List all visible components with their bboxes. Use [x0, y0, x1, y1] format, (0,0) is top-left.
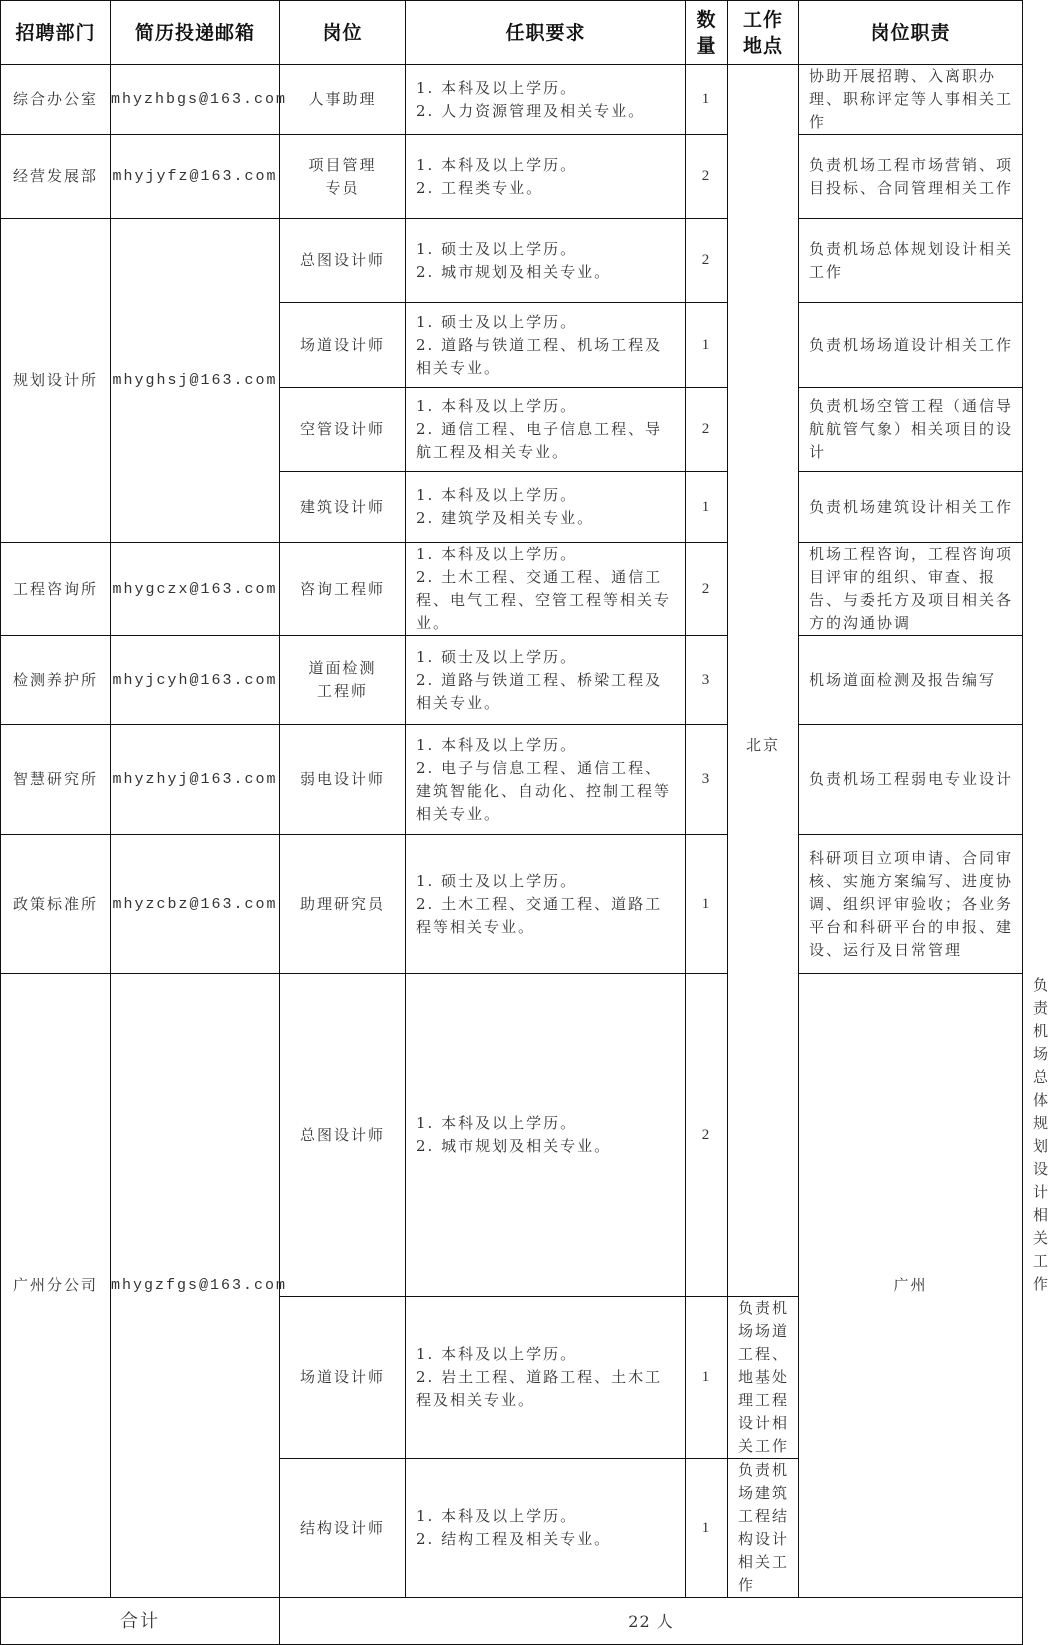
department-name: 政策标准所 [1, 835, 111, 974]
email-link[interactable]: mhyjyfz@163.com [111, 135, 280, 219]
table-row [1, 835, 1023, 974]
requirement-line: 1. 硕士及以上学历。 [416, 239, 578, 258]
duty-cell: 负责机场建筑工程结构设计相关工作 [728, 1459, 799, 1598]
header-department: 招聘部门 [1, 1, 111, 65]
table-row [1, 65, 1023, 135]
position-title: 空管设计师 [280, 388, 406, 472]
requirement-line: 1. 硕士及以上学历。 [416, 312, 578, 331]
requirement-line: 1. 本科及以上学历。 [416, 78, 578, 97]
position-title: 弱电设计师 [280, 725, 406, 835]
header-email: 简历投递邮箱 [111, 1, 280, 65]
quantity: 2 [686, 135, 728, 219]
position-title: 结构设计师 [280, 1459, 406, 1598]
total-label: 合计 [1, 1598, 280, 1645]
requirement-line: 2. 土木工程、交通工程、道路工程等相关专业。 [416, 894, 663, 936]
duty-cell: 负责机场场道设计相关工作 [799, 303, 1023, 388]
requirement-line: 1. 本科及以上学历。 [416, 397, 578, 415]
email-link[interactable]: mhygczx@163.com [111, 543, 280, 636]
requirement-line: 2. 土木工程、交通工程、通信工程、电气工程、空管工程等相关专业。 [416, 568, 672, 632]
table-row: 广州分公司 mhygzfgs@163.com 总图设计师 1. 本科及以上学历。 2. 城市规划及相关专业。 2 广州 负责机场总体规划设计相关工作 [1, 974, 1023, 1297]
requirement-line: 2. 道路与铁道工程、桥梁工程及相关专业。 [416, 670, 663, 712]
position-title: 项目管理专员 [280, 135, 406, 219]
department-name: 检测养护所 [1, 636, 111, 725]
location-label: 北京 [745, 736, 780, 754]
email-link[interactable]: mhyzhyj@163.com [111, 725, 280, 835]
requirement-line: 2. 结构工程及相关专业。 [416, 1530, 612, 1548]
header-row [1, 1, 1023, 65]
quantity: 1 [686, 303, 728, 388]
requirements-cell [406, 636, 686, 725]
quantity: 2 [686, 388, 728, 472]
header-location: 工作地点 [728, 1, 799, 65]
email-link[interactable]: mhyjcyh@163.com [111, 636, 280, 725]
quantity: 2 [686, 974, 728, 1297]
position-title: 总图设计师 [280, 219, 406, 303]
duty-cell: 科研项目立项申请、合同审核、实施方案编写、进度协调、组织评审验收；各业务平台和科研平台的申报、建设、运行及日常管理 [799, 835, 1023, 974]
quantity: 1 [686, 835, 728, 974]
requirements-cell [406, 1297, 686, 1459]
location-guangzhou [799, 974, 1023, 1598]
department-name: 广州分公司 [1, 974, 111, 1598]
requirement-line: 1. 硕士及以上学历。 [416, 871, 578, 890]
duty-cell: 机场工程咨询，工程咨询项目评审的组织、审查、报告、与委托方及项目相关各方的沟通协调 [799, 543, 1023, 636]
header-requirements: 任职要求 [406, 1, 686, 65]
location-label: 广州 [893, 1276, 928, 1294]
requirement-line: 1. 本科及以上学历。 [416, 1507, 578, 1525]
position-title: 咨询工程师 [280, 543, 406, 636]
table-row [1, 543, 1023, 636]
position-title: 场道设计师 [280, 1297, 406, 1459]
position-title: 总图设计师 [280, 974, 406, 1297]
requirements-cell [406, 219, 686, 303]
requirements-cell [406, 65, 686, 135]
requirements-cell [406, 835, 686, 974]
requirement-line: 2. 电子与信息工程、通信工程、建筑智能化、自动化、控制工程等相关专业。 [416, 758, 672, 823]
requirement-line: 1. 本科及以上学历。 [416, 155, 578, 174]
duty-cell: 负责机场工程市场营销、项目投标、合同管理相关工作 [799, 135, 1023, 219]
requirement-line: 2. 岩土工程、道路工程、土木工程及相关专业。 [416, 1368, 663, 1409]
quantity: 3 [686, 725, 728, 835]
position-title: 助理研究员 [280, 835, 406, 974]
quantity: 1 [686, 65, 728, 135]
requirements-cell [406, 388, 686, 472]
email-link[interactable]: mhyzhbgs@163.com [111, 65, 280, 135]
table-row [1, 135, 1023, 219]
quantity: 1 [686, 1459, 728, 1598]
quantity: 1 [686, 1297, 728, 1459]
quantity: 2 [686, 219, 728, 303]
total-row [1, 1598, 1023, 1645]
requirement-line: 2. 通信工程、电子信息工程、导航工程及相关专业。 [416, 420, 663, 461]
duty-cell: 负责机场场道工程、地基处理工程设计相关工作 [728, 1297, 799, 1459]
department-name: 工程咨询所 [1, 543, 111, 636]
department-name: 经营发展部 [1, 135, 111, 219]
duty-cell: 负责机场建筑设计相关工作 [799, 472, 1023, 543]
table-row [1, 219, 1023, 303]
email-link[interactable]: mhyzcbz@163.com [111, 835, 280, 974]
header-duties: 岗位职责 [799, 1, 1023, 65]
requirement-line: 2. 建筑学及相关专业。 [416, 509, 595, 527]
quantity: 3 [686, 636, 728, 725]
quantity: 2 [686, 543, 728, 636]
requirement-line: 2. 人力资源管理及相关专业。 [416, 101, 646, 120]
duty-cell: 负责机场总体规划设计相关工作 [799, 219, 1023, 303]
email-link[interactable]: mhygzfgs@163.com [111, 974, 280, 1598]
duty-cell: 负责机场空管工程（通信导航航管气象）相关项目的设计 [799, 388, 1023, 472]
requirements-cell [406, 1459, 686, 1598]
email-link[interactable]: mhyghsj@163.com [111, 219, 280, 543]
requirement-line: 1. 本科及以上学历。 [416, 1114, 578, 1132]
requirement-line: 1. 硕士及以上学历。 [416, 647, 578, 666]
requirements-cell [406, 974, 686, 1297]
requirement-line: 1. 本科及以上学历。 [416, 486, 578, 504]
department-name: 智慧研究所 [1, 725, 111, 835]
header-quantity: 数量 [686, 1, 728, 65]
department-name: 规划设计所 [1, 219, 111, 543]
position-title: 人事助理 [280, 65, 406, 135]
requirement-line: 2. 城市规划及相关专业。 [416, 262, 612, 281]
requirements-cell [406, 543, 686, 636]
total-value: 22 人 [280, 1598, 1023, 1645]
duty-cell: 负责机场工程弱电专业设计 [799, 725, 1023, 835]
duty-cell: 协助开展招聘、入离职办理、职称评定等人事相关工作 [799, 65, 1023, 135]
position-title: 道面检测工程师 [280, 636, 406, 725]
header-position: 岗位 [280, 1, 406, 65]
requirement-line: 2. 道路与铁道工程、机场工程及相关专业。 [416, 335, 663, 377]
requirement-line: 1. 本科及以上学历。 [416, 545, 578, 563]
requirements-cell [406, 303, 686, 388]
duty-cell: 机场道面检测及报告编写 [799, 636, 1023, 725]
table-row [1, 725, 1023, 835]
location-beijing [728, 65, 799, 1297]
requirement-line: 2. 城市规划及相关专业。 [416, 1137, 612, 1155]
requirement-line: 1. 本科及以上学历。 [416, 735, 578, 754]
requirement-line: 2. 工程类专业。 [416, 178, 544, 197]
table-row [1, 636, 1023, 725]
department-name: 综合办公室 [1, 65, 111, 135]
position-title: 场道设计师 [280, 303, 406, 388]
quantity: 1 [686, 472, 728, 543]
position-title: 建筑设计师 [280, 472, 406, 543]
requirement-line: 1. 本科及以上学历。 [416, 1345, 578, 1363]
requirements-cell [406, 472, 686, 543]
requirements-cell [406, 135, 686, 219]
requirements-cell [406, 725, 686, 835]
